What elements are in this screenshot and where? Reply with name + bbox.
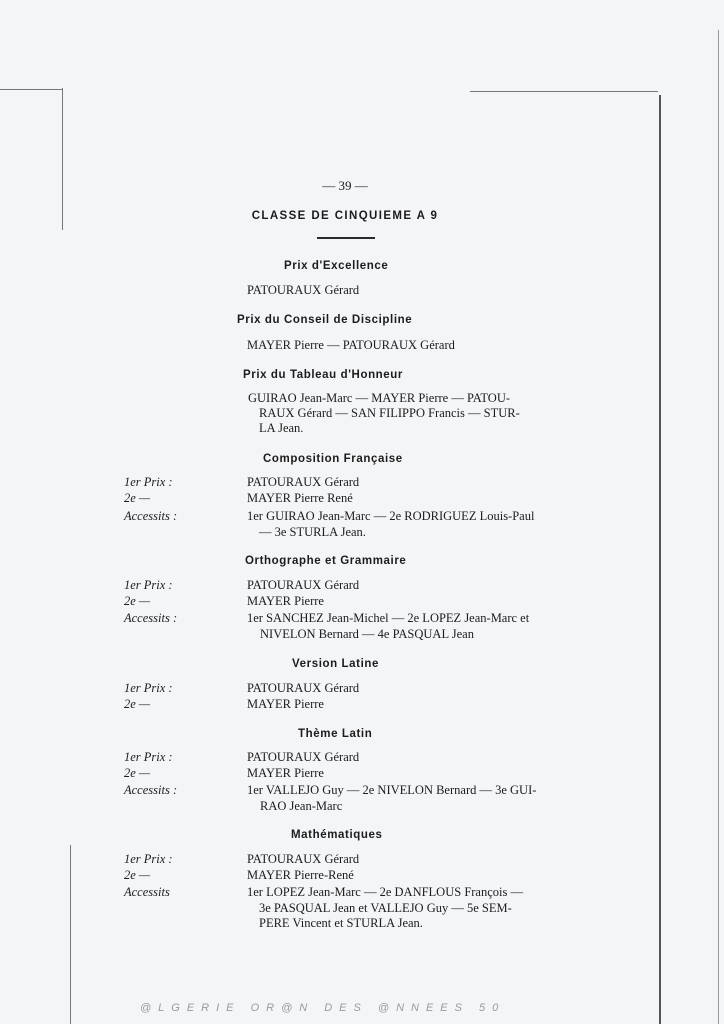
winner-line: PATOURAUX Gérard — [247, 852, 360, 866]
winner-line: MAYER Pierre René — [247, 491, 353, 505]
prize-label: 2e — — [124, 491, 151, 505]
section-heading-excellence: Prix d'Excellence — [284, 260, 389, 272]
winner-line: 1er GUIRAO Jean-Marc — 2e RODRIGUEZ Louis-Paul — [247, 509, 535, 523]
winner-line: RAO Jean-Marc — [260, 799, 343, 813]
winner-line: MAYER Pierre-René — [247, 868, 354, 882]
page-number: — 39 — — [322, 178, 368, 193]
winner-line: LA Jean. — [259, 421, 304, 435]
section-heading-version-latine: Version Latine — [292, 658, 380, 670]
accessits-label: Accessits — [124, 885, 170, 899]
accessits-label: Accessits : — [124, 509, 178, 523]
section-heading-tableau-honneur: Prix du Tableau d'Honneur — [243, 369, 404, 381]
winner-line: 1er LOPEZ Jean-Marc — 2e DANFLOUS François — — [247, 885, 523, 899]
winner-line: 1er VALLEJO Guy — 2e NIVELON Bernard — 3e GUI- — [247, 783, 537, 797]
prize-label: 1er Prix : — [124, 578, 173, 592]
prize-label: 1er Prix : — [124, 750, 173, 764]
section-heading-discipline: Prix du Conseil de Discipline — [237, 314, 413, 326]
winner-line: RAUX Gérard — SAN FILIPPO Francis — STUR- — [259, 406, 520, 420]
scan-border-right — [659, 95, 661, 1024]
winner-line: PATOURAUX Gérard — [247, 681, 360, 695]
winner-line: MAYER Pierre — [247, 697, 324, 711]
winner-line: PATOURAUX Gérard — [247, 283, 360, 297]
prize-label: 1er Prix : — [124, 852, 173, 866]
accessits-label: Accessits : — [124, 783, 178, 797]
page-title: CLASSE DE CINQUIEME A 9 — [251, 210, 439, 222]
scan-border-left — [62, 88, 63, 230]
accessits-label: Accessits : — [124, 611, 178, 625]
prize-label: 2e — — [124, 766, 151, 780]
prize-label: 2e — — [124, 868, 151, 882]
winner-line: 1er SANCHEZ Jean-Michel — 2e LOPEZ Jean-Marc et — [247, 611, 530, 625]
winner-line: — 3e STURLA Jean. — [259, 525, 366, 539]
winner-line: PATOURAUX Gérard — [247, 578, 360, 592]
scan-border-far-right — [718, 30, 719, 1024]
prize-label: 2e — — [124, 594, 151, 608]
title-underline — [317, 237, 375, 239]
winner-line: NIVELON Bernard — 4e PASQUAL Jean — [260, 627, 474, 641]
footer-watermark: @LGERIE OR@N DES @NNEES 50 — [140, 1002, 506, 1014]
section-heading-theme-latin: Thème Latin — [298, 728, 373, 740]
prize-label: 2e — — [124, 697, 151, 711]
winner-line: MAYER Pierre — PATOURAUX Gérard — [247, 338, 455, 352]
section-heading-mathematiques: Mathématiques — [291, 829, 383, 841]
winner-line: PATOURAUX Gérard — [247, 750, 360, 764]
winner-line: PERE Vincent et STURLA Jean. — [259, 916, 423, 930]
winner-line: MAYER Pierre — [247, 594, 324, 608]
winner-line: PATOURAUX Gérard — [247, 475, 360, 489]
scan-border-top-left — [0, 89, 62, 90]
winner-line: GUIRAO Jean-Marc — MAYER Pierre — PATOU- — [248, 391, 511, 405]
scan-border-top-right — [470, 91, 658, 92]
section-heading-composition: Composition Française — [263, 453, 403, 465]
winner-line: 3e PASQUAL Jean et VALLEJO Guy — 5e SEM- — [259, 901, 512, 915]
section-heading-orthographe: Orthographe et Grammaire — [245, 555, 407, 567]
winner-line: MAYER Pierre — [247, 766, 324, 780]
prize-label: 1er Prix : — [124, 475, 173, 489]
prize-label: 1er Prix : — [124, 681, 173, 695]
scan-border-left-lower — [70, 845, 71, 1024]
